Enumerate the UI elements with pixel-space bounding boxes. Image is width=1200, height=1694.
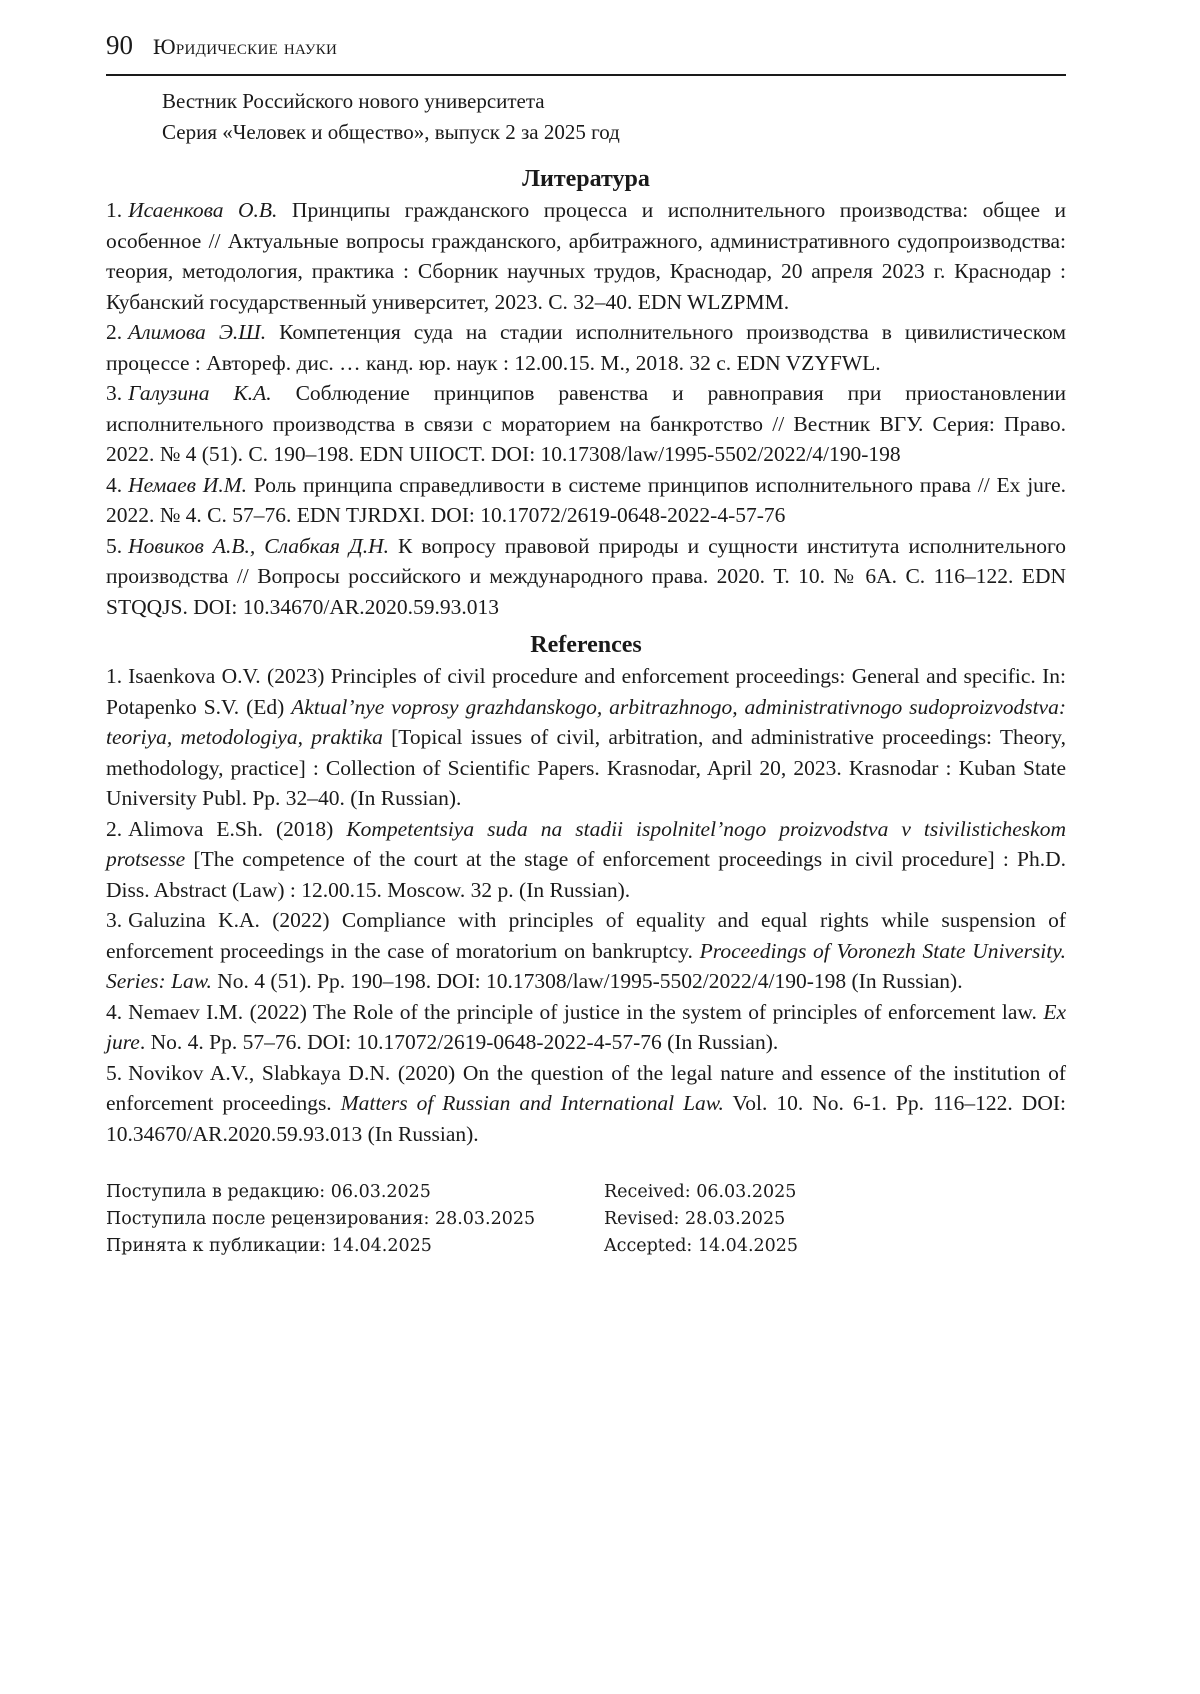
item-text: Alimova E.Sh. (2018) [128,816,347,841]
page [106,30,1066,1260]
literature-heading: Литература [522,166,650,192]
references-heading: References [530,632,642,658]
received-date-en: Received: 06.03.2025 [604,1182,797,1202]
journal-title-block [162,86,1066,148]
dates-russian [106,1179,604,1260]
item-text: Novikov A.V., Slabkaya D.N. (2020) On the question of the legal nature and essence of the institution of enforcement proceedings. [106,1060,1066,1115]
section-name: Юридические науки [153,34,338,59]
item-number: 3. [106,908,123,932]
item-italic-title: Aktual’nye voprosy grazhdanskogo, arbitrazhnogo, administrativnogo sudoproizvodstva: teoriya, metodologiya, praktika [106,694,1066,749]
reference-item [106,661,1066,814]
item-author: Новиков А.В., Слабкая Д.Н. [128,533,390,558]
accepted-date-ru: Принята к публикации: 14.04.2025 [106,1236,432,1256]
item-text-tail: [The competence of the court at the stage of enforcement proceedings in civil procedure] : Ph.D. Diss. Abstract (Law) : 12.00.15. Moscow. 32 p. (In Russian). [106,847,1066,902]
item-text: Компетенция суда на стадии исполнительного производства в цивилистическом процессе : Автореф. дис. … канд. юр. наук : 12.00.15. М., 2018. 32 с. EDN VZYFWL. [106,320,1066,375]
item-number: 2. [106,320,123,344]
literature-item [106,531,1066,623]
item-text: Соблюдение принципов равенства и равноправия при приостановлении исполнительного производства в связи с мораторием на банкротство // Вестник ВГУ. Серия: Право. 2022. № 4 (51). С. 190–198. EDN UIIOCT. DOI: 10.17308/law/1995-5502/2022/4/190-198 [106,381,1067,466]
literature-list [106,195,1066,622]
item-text-tail: No. 4 (51). Pp. 190–198. DOI: 10.17308/law/1995-5502/2022/4/190-198 (In Russian). [211,969,963,993]
item-italic-title: Ex jure [106,999,1066,1054]
item-italic-title: Proceedings of Voronezh State University. Series: Law. [106,938,1066,993]
item-author: Галузина К.А. [128,381,272,405]
dates-english [604,1179,798,1260]
page-number: 90 [106,30,133,60]
item-text-tail: Vol. 10. No. 6-1. Pp. 116–122. DOI: 10.34670/AR.2020.59.93.013 (In Russian). [106,1091,1066,1146]
reference-item [106,1058,1066,1150]
item-text: Nemaev I.M. (2022) The Role of the principle of justice in the system of principles of enforcement law. [128,999,1044,1024]
revised-date-en: Revised: 28.03.2025 [604,1209,786,1229]
item-number: 1. [106,198,123,222]
literature-item [106,378,1066,470]
item-text: К вопросу правовой природы и сущности института исполнительного производства // Вопросы российского и международного права. 2020. Т. 10. № 6А. С. 116–122. EDN STQQJS. DOI: 10.34670/AR.2020.59.93.013 [106,533,1067,619]
journal-name: Вестник Российского нового университета [162,89,545,113]
item-text: Isaenkova O.V. (2023) Principles of civil procedure and enforcement proceedings: General and specific. In: Potapenko S.V. (Ed) [106,664,1066,719]
item-text: Galuzina K.A. (2022) Compliance with principles of equality and equal rights while suspension of enforcement proceedings in the case of moratorium on bankruptcy. [106,908,1066,963]
running-head [106,30,1066,74]
literature-item [106,317,1066,378]
item-author: Алимова Э.Ш. [128,320,267,344]
literature-item [106,195,1066,317]
item-number: 1. [106,664,123,688]
literature-item [106,470,1066,531]
item-italic-title: Kompetentsiya suda na stadii ispolnitel’nogo proizvodstva v tsivilisticheskom protsesse [106,816,1066,871]
revised-date-ru: Поступила после рецензирования: 28.03.2025 [106,1209,536,1229]
item-number: 4. [106,999,123,1024]
item-author: Немаев И.М. [128,472,247,497]
reference-item [106,997,1066,1058]
header-rule [106,74,1066,76]
references-list [106,661,1066,1149]
accepted-date-en: Accepted: 14.04.2025 [604,1236,799,1256]
item-italic-title: Matters of Russian and International Law. [340,1091,724,1115]
publication-dates [106,1179,1066,1260]
item-text: Принципы гражданского процесса и исполнительного производства: общее и особенное // Актуальные вопросы гражданского, арбитражного, административного судопроизводства: теория, методология, практика : Сборник научных трудов, Краснодар, 20 апреля 2023 г. Краснодар : Кубанский государственный университет, 2023. С. 32–40. EDN WLZPMM. [106,198,1066,314]
item-number: 5. [106,1060,123,1085]
received-date-ru: Поступила в редакцию: 06.03.2025 [106,1182,431,1202]
item-number: 4. [106,472,123,497]
reference-item [106,905,1066,997]
item-author: Исаенкова О.В. [128,198,278,222]
reference-item [106,814,1066,906]
item-text-tail: [Topical issues of civil, arbitration, and administrative proceedings: Theory, methodology, practice] : Collection of Scientific Papers. Krasnodar, April 20, 2023. Krasnodar : Kuban State University Publ. Pp. 32–40. (In Russian). [106,725,1066,810]
item-text: Роль принципа справедливости в системе принципов исполнительного права // Ex jure. 2022. № 4. С. 57–76. EDN TJRDXI. DOI: 10.17072/2619-0648-2022-4-57-76 [106,472,1066,527]
journal-series: Серия «Человек и общество», выпуск 2 за 2025 год [162,120,620,144]
item-number: 2. [106,816,123,841]
item-number: 3. [106,381,123,405]
item-text-tail: . No. 4. Pp. 57–76. DOI: 10.17072/2619-0648-2022-4-57-76 (In Russian). [139,1030,779,1054]
item-number: 5. [106,533,123,558]
